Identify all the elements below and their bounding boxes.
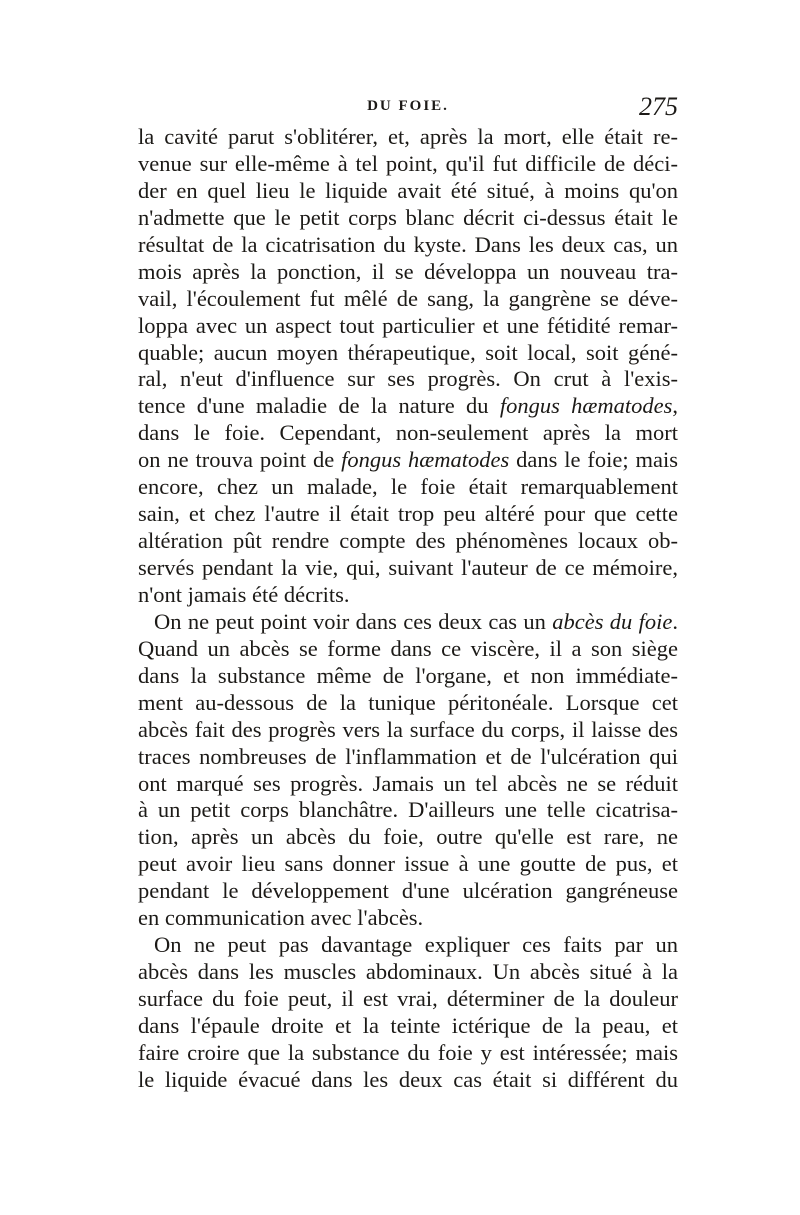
text-line: dans l'épaule droite et la teinte ictérique de la peau, et — [138, 1012, 678, 1038]
body-text — [138, 124, 678, 1094]
text-line: n'admette que le petit corps blanc décrit ci-dessus était le — [138, 204, 678, 230]
text-line: ont marqué ses progrès. Jamais un tel abcès ne se réduit — [138, 770, 678, 796]
page-number: 275 — [639, 92, 678, 121]
text-line: Quand un abcès se forme dans ce viscère, il a son siège — [138, 635, 678, 661]
text-line — [138, 447, 678, 474]
text-run: tence d'une maladie de la nature du — [138, 393, 500, 419]
text-run: on ne trouva point de — [138, 447, 342, 473]
text-line: sain, et chez l'autre il était trop peu altéré pour que cette — [138, 501, 678, 527]
text-line: servés pendant la vie, qui, suivant l'auteur de ce mémoire, — [138, 555, 678, 580]
text-line: altération pût rendre compte des phénomènes locaux ob- — [138, 528, 678, 554]
text-line: ral, n'eut d'influence sur ses progrès. On crut à l'exis- — [138, 366, 678, 392]
text-line: abcès dans les muscles abdominaux. Un abcès situé à la — [138, 959, 678, 985]
text-line: encore, chez un malade, le foie était remarquablement — [138, 474, 678, 500]
text-line: en communication avec l'abcès. — [138, 905, 424, 931]
text-line: pendant le développement d'une ulcération gangréneuse — [138, 878, 678, 904]
text-line: quable; aucun moyen thérapeutique, soit local, soit géné- — [138, 339, 678, 365]
text-line: venue sur elle-même à tel point, qu'il fut difficile de déci- — [138, 150, 678, 176]
text-run: On ne peut point voir dans ces deux cas un — [154, 608, 553, 634]
text-line: mois après la ponction, il se développa un nouveau tra- — [138, 258, 678, 284]
text-line: à un petit corps blanchâtre. D'ailleurs une telle cicatrisa- — [138, 797, 678, 823]
text-line: dans la substance même de l'organe, et non immédiate- — [138, 662, 678, 688]
text-line: faire croire que la substance du foie y est intéressée; mais — [138, 1039, 678, 1065]
text-line: traces nombreuses de l'inflammation et de l'ulcération qui — [138, 743, 678, 769]
text-run: , — [672, 393, 678, 419]
italic-term: abcès du foie — [552, 608, 673, 634]
text-line — [138, 393, 678, 420]
text-line — [138, 609, 678, 636]
italic-term: fongus hæmatodes — [341, 447, 510, 473]
text-line: loppa avec un aspect tout particulier et une fétidité remar- — [138, 312, 678, 338]
text-line: abcès fait des progrès vers la surface du corps, il laisse des — [138, 716, 678, 742]
text-run: dans le foie; mais — [509, 447, 678, 473]
text-line: n'ont jamais été décrits. — [138, 581, 350, 607]
text-line: peut avoir lieu sans donner issue à une goutte de pus, et — [138, 851, 678, 877]
text-line: ment au-dessous de la tunique péritonéale. Lorsque cet — [138, 689, 678, 715]
text-line: vail, l'écoulement fut mêlé de sang, la gangrène se déve- — [138, 285, 678, 311]
text-run: . — [672, 608, 678, 634]
text-line: la cavité parut s'oblitérer, et, après la mort, elle était re- — [138, 124, 678, 149]
text-line: der en quel lieu le liquide avait été situé, à moins qu'on — [138, 177, 678, 203]
running-head: DU FOIE. — [367, 98, 449, 114]
text-line: résultat de la cicatrisation du kyste. Dans les deux cas, un — [138, 231, 678, 257]
text-line: On ne peut pas davantage expliquer ces faits par un — [154, 932, 678, 958]
italic-term: fongus hæmatodes — [499, 393, 673, 419]
text-line: le liquide évacué dans les deux cas était si différent du — [138, 1066, 678, 1092]
text-line: surface du foie peut, il est vrai, déterminer de la douleur — [138, 986, 678, 1011]
text-line: dans le foie. Cependant, non-seulement après la mort — [138, 420, 678, 446]
text-line: tion, après un abcès du foie, outre qu'elle est rare, ne — [138, 824, 678, 850]
